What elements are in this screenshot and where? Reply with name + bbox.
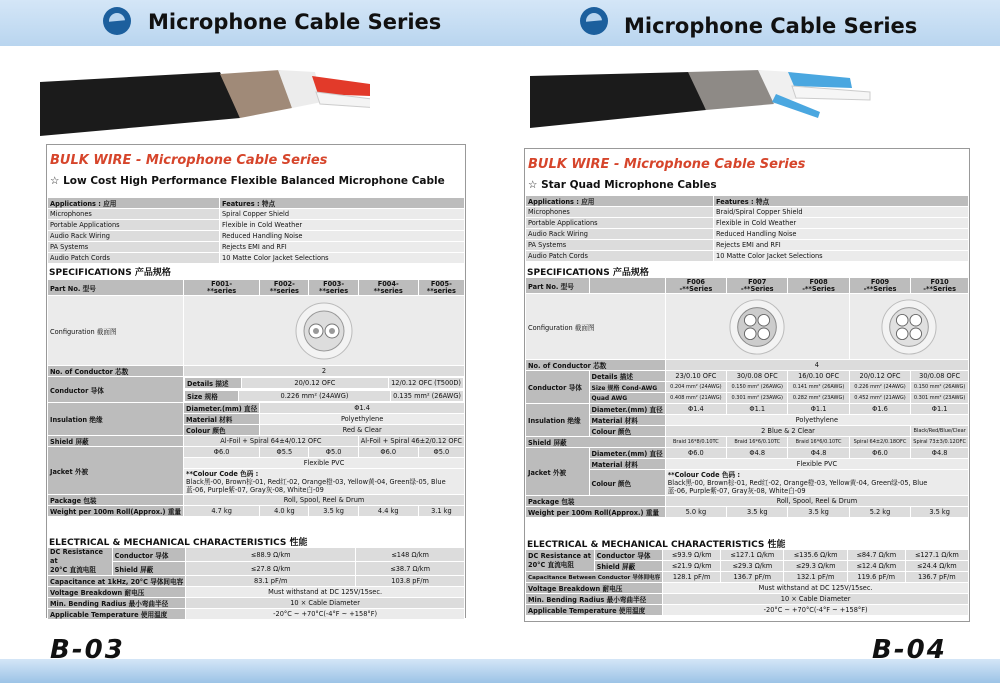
configuration-label: Configuration 截面图: [526, 294, 666, 360]
cond-awg-value: 0.204 mm² (24AWG): [665, 382, 726, 393]
dc-conductor-value: ≤148 Ω/km: [356, 548, 465, 562]
colour-code-note: **Colour Code 色码 : Black黑-00, Brown棕-01, Red红-02, Orange橙-03, Yellow黄-04, Green绿-05, Blue 蓝-06, Purple紫-07, Gray灰-08, White白-09: [665, 470, 968, 496]
page-header-title: Microphone Cable Series: [624, 14, 918, 38]
bulk-wire-title: BULK WIRE - Microphone Cable Series: [50, 153, 328, 168]
dc-shield-label: Shield 屏蔽: [112, 562, 186, 576]
details-value: 30/0.08 OFC: [727, 371, 788, 382]
package-label: Package 包装: [48, 495, 184, 506]
application-item: PA Systems: [526, 240, 714, 251]
page-header-title: Microphone Cable Series: [148, 10, 442, 34]
capacitance-label: Capacitance at 1kHz, 20°C 导体间电容: [48, 576, 186, 587]
capacitance-value: 132.1 pF/m: [784, 572, 847, 583]
jacket-diameter-value: Φ5.0: [309, 447, 358, 458]
insulation-colour-label: Colour 颜色: [184, 425, 260, 436]
jacket-diameter-label: Diameter.(mm) 直径: [589, 448, 665, 459]
shield-value: Al-Foil + Spiral 64±4/0.12 OFC: [184, 436, 359, 447]
feature-item: Reduced Handling Noise: [714, 229, 969, 240]
weight-value: 3.5 kg: [309, 506, 358, 517]
quad-awg-label: Quad AWG: [589, 393, 665, 404]
cross-section-figure: [665, 294, 849, 360]
model-f003: F003- **series: [309, 280, 358, 296]
dc-conductor-value: ≤88.9 Ω/km: [186, 548, 356, 562]
header-band: [0, 0, 500, 46]
shield-value: Braid 16*8/0.10TC: [665, 437, 726, 448]
jacket-diameter-value: Φ6.0: [184, 447, 260, 458]
electrical-table: [525, 549, 969, 616]
spec-sheet: [46, 144, 466, 618]
cond-awg-value: 0.226 mm² (24AWG): [849, 382, 911, 393]
conductor-label: Conductor 导体: [48, 377, 184, 403]
temperature-label: Applicable Temperature 使用温度: [48, 609, 186, 620]
insulation-material-label: Material 材料: [184, 414, 260, 425]
insulation-material-label: Material 材料: [589, 415, 665, 426]
model-f009: F009 -**Series: [849, 278, 911, 294]
shield-value: Al-Foil + Spiral 46±2/0.12 OFC: [358, 436, 464, 447]
colour-code-note: **Colour Code 色码 : Black黑-00, Brown棕-01, Red红-02, Orange橙-03, Yellow黄-04, Green绿-05, Blue 蓝-06, Purple紫-07, Gray灰-08, White白-09: [184, 469, 465, 495]
jacket-diameter-value: Φ4.8: [788, 448, 849, 459]
weight-value: 3.5 kg: [727, 507, 788, 518]
cross-section-figure: [849, 294, 968, 360]
jacket-diameter-value: Φ6.0: [665, 448, 726, 459]
model-f007: F007 -**Series: [727, 278, 788, 294]
dc-shield-value: ≤21.9 Ω/km: [663, 561, 721, 572]
dc-shield-value: ≤12.4 Ω/km: [847, 561, 905, 572]
capacitance-value: 119.6 pF/m: [847, 572, 905, 583]
capacitance-value: 128.1 pF/m: [663, 572, 721, 583]
insulation-colour-value: 2 Blue & 2 Clear: [665, 426, 911, 437]
cond-awg-value: 0.150 mm² (26AWG): [911, 382, 969, 393]
quad-awg-value: 0.301 mm² (23AWG): [727, 393, 788, 404]
feature-item: Flexible in Cold Weather: [220, 220, 465, 231]
spec-sheet: [524, 148, 970, 622]
product-subtitle: ☆ Low Cost High Performance Flexible Balanced Microphone Cable: [50, 175, 445, 187]
capacitance-value: 103.8 pF/m: [356, 576, 465, 587]
quad-awg-value: 0.408 mm² (21AWG): [665, 393, 726, 404]
dc-conductor-value: ≤93.9 Ω/km: [663, 550, 721, 561]
weight-value: 4.7 kg: [184, 506, 260, 517]
insulation-material-value: Polyethylene: [260, 414, 465, 425]
dc-resistance-label: DC Resistance at 20°C 直流电阻: [48, 548, 113, 576]
dc-shield-value: ≤24.4 Ω/km: [905, 561, 968, 572]
application-item: Audio Rack Wiring: [526, 229, 714, 240]
application-item: Audio Patch Cords: [526, 251, 714, 262]
application-item: Audio Rack Wiring: [48, 231, 220, 242]
dc-shield-value: ≤27.8 Ω/km: [186, 562, 356, 576]
details-value: 20/0.12 OFC: [241, 378, 388, 389]
capacitance-value: 136.7 pF/m: [721, 572, 784, 583]
dc-shield-value: ≤29.3 Ω/km: [784, 561, 847, 572]
details-value: 30/0.08 OFC: [911, 371, 969, 382]
model-f006: F006 -**Series: [665, 278, 726, 294]
shield-value: Spiral 73±3/0.12OFC: [911, 437, 969, 448]
dc-resistance-label: DC Resistance at 20°C 直流电阻: [526, 550, 595, 572]
company-logo-icon: [103, 7, 131, 35]
specifications-table: [47, 279, 465, 517]
application-item: Audio Patch Cords: [48, 253, 220, 264]
conductor-label: Conductor 导体: [526, 371, 590, 404]
model-f002: F002- **series: [260, 280, 309, 296]
shield-value: Braid 16*6/0.10TC: [788, 437, 849, 448]
jacket-diameter-value: Φ5.0: [418, 447, 464, 458]
electrical-heading: ELECTRICAL & MECHANICAL CHARACTERISTICS 性能: [527, 540, 786, 550]
bulk-wire-title: BULK WIRE - Microphone Cable Series: [528, 157, 806, 172]
details-label: Details 描述: [185, 378, 242, 389]
insulation-diameter-label: Diameter.(mm) 直径: [184, 403, 260, 414]
voltage-breakdown-value: Must withstand at DC 125V/15sec.: [186, 587, 465, 598]
size-label: Size 规格: [185, 391, 239, 402]
insulation-material-value: Polyethylene: [665, 415, 968, 426]
cross-section-figure: [184, 296, 465, 366]
catalog-page-b04: [500, 0, 1000, 683]
temperature-label: Applicable Temperature 使用温度: [526, 605, 663, 616]
capacitance-label: Capacitance Between Conductor 导体间电容: [526, 572, 663, 583]
jacket-diameter-value: Φ5.5: [260, 447, 309, 458]
dc-conductor-value: ≤135.6 Ω/km: [784, 550, 847, 561]
conductor-count-value: 4: [665, 360, 968, 371]
shield-label: Shield 屏蔽: [526, 437, 666, 448]
cond-awg-value: 0.141 mm² (26AWG): [788, 382, 849, 393]
application-item: Microphones: [48, 209, 220, 220]
features-heading: Features : 特点: [714, 196, 969, 207]
insulation-diameter-value: Φ1.1: [911, 404, 969, 415]
model-f004: F004- **series: [358, 280, 418, 296]
insulation-diameter-value: Φ1.1: [788, 404, 849, 415]
weight-value: 3.1 kg: [418, 506, 464, 517]
package-label: Package 包装: [526, 496, 666, 507]
application-item: Portable Applications: [48, 220, 220, 231]
jacket-label: Jacket 外被: [48, 447, 184, 495]
feature-item: Spiral Copper Shield: [220, 209, 465, 220]
application-item: PA Systems: [48, 242, 220, 253]
voltage-breakdown-value: Must withstand at DC 125V/15sec.: [663, 583, 969, 594]
cross-section-braid-icon: [728, 298, 786, 356]
quad-awg-value: 0.452 mm² (21AWG): [849, 393, 911, 404]
package-value: Roll, Spool, Reel & Drum: [665, 496, 968, 507]
cond-awg-label: Cond-AWG: [621, 384, 658, 392]
package-value: Roll, Spool, Reel & Drum: [184, 495, 465, 506]
electrical-table: [47, 547, 465, 620]
weight-value: 4.4 kg: [358, 506, 418, 517]
electrical-heading: ELECTRICAL & MECHANICAL CHARACTERISTICS 性能: [49, 538, 308, 548]
dc-conductor-label: Conductor 导体: [594, 550, 663, 561]
part-no-label: Part No. 型号: [48, 280, 184, 296]
size-value: 0.226 mm² (24AWG): [238, 391, 390, 402]
weight-value: 5.2 kg: [849, 507, 911, 518]
jacket-label: Jacket 外被: [526, 448, 590, 496]
weight-value: 4.0 kg: [260, 506, 309, 517]
shield-value: Spiral 64±2/0.18OFC: [849, 437, 911, 448]
application-item: Microphones: [526, 207, 714, 218]
quad-awg-value: 0.282 mm² (23AWG): [788, 393, 849, 404]
feature-item: Braid/Spiral Copper Shield: [714, 207, 969, 218]
insulation-label: Insulation 绝缘: [48, 403, 184, 436]
application-item: Portable Applications: [526, 218, 714, 229]
cross-section-2core-icon: [294, 301, 354, 361]
feature-item: Rejects EMI and RFI: [220, 242, 465, 253]
model-f008: F008 -**Series: [788, 278, 849, 294]
conductor-count-label: No. of Conductor 芯数: [48, 366, 184, 377]
voltage-breakdown-label: Voltage Breakdown 耐电压: [48, 587, 186, 598]
details-value: 23/0.10 OFC: [665, 371, 726, 382]
capacitance-value: 83.1 pF/m: [186, 576, 356, 587]
weight-label: Weight per 100m Roll(Approx.) 重量: [48, 506, 184, 517]
size-label: Size 规格: [591, 384, 620, 392]
cond-awg-value: 0.150 mm² (26AWG): [727, 382, 788, 393]
shield-value: Braid 16*6/0.10TC: [727, 437, 788, 448]
size-value: 0.135 mm² (26AWG): [391, 391, 464, 402]
applications-table: [525, 195, 969, 262]
insulation-label: Insulation 绝缘: [526, 404, 590, 437]
dc-shield-label: Shield 屏蔽: [594, 561, 663, 572]
specifications-heading: SPECIFICATIONS 产品规格: [527, 268, 649, 278]
jacket-material-value: Flexible PVC: [665, 459, 968, 470]
insulation-diameter-value: Φ1.1: [727, 404, 788, 415]
temperature-value: -20°C ~ +70°C(-4°F ~ +158°F): [663, 605, 969, 616]
bending-radius-label: Min. Bending Radius 最小弯曲半径: [526, 594, 663, 605]
weight-label: Weight per 100m Roll(Approx.) 重量: [526, 507, 666, 518]
insulation-diameter-value: Φ1.6: [849, 404, 911, 415]
voltage-breakdown-label: Voltage Breakdown 耐电压: [526, 583, 663, 594]
insulation-colour-value: Red & Clear: [260, 425, 465, 436]
jacket-material-label: Material 材料: [589, 459, 665, 470]
bending-radius-value: 10 × Cable Diameter: [663, 594, 969, 605]
insulation-diameter-value: Φ1.4: [260, 403, 465, 414]
conductor-count-label: No. of Conductor 芯数: [526, 360, 666, 371]
header-band: [500, 0, 1000, 46]
feature-item: 10 Matte Color Jacket Selections: [220, 253, 465, 264]
applications-table: [47, 197, 465, 264]
dc-shield-value: ≤38.7 Ω/km: [356, 562, 465, 576]
capacitance-value: 136.7 pF/m: [905, 572, 968, 583]
model-f010: F010 -**Series: [911, 278, 969, 294]
details-value: 16/0.10 OFC: [788, 371, 849, 382]
dc-shield-value: ≤29.3 Ω/km: [721, 561, 784, 572]
jacket-diameter-value: Φ6.0: [358, 447, 418, 458]
page-number: B-04: [872, 635, 947, 665]
feature-item: Rejects EMI and RFI: [714, 240, 969, 251]
jacket-material-value: Flexible PVC: [184, 458, 465, 469]
quad-awg-value: 0.301 mm² (23AWG): [911, 393, 969, 404]
jacket-diameter-value: Φ4.8: [727, 448, 788, 459]
applications-heading: Applications : 应用: [526, 196, 714, 207]
product-subtitle: ☆ Star Quad Microphone Cables: [528, 179, 717, 191]
part-no-label: Part No. 型号: [526, 278, 590, 294]
specifications-heading: SPECIFICATIONS 产品规格: [49, 268, 171, 278]
weight-value: 5.0 kg: [665, 507, 726, 518]
cable-illustration: [530, 64, 880, 140]
specifications-table: [525, 277, 969, 518]
cable-illustration: [40, 62, 370, 138]
weight-value: 3.5 kg: [788, 507, 849, 518]
feature-item: 10 Matte Color Jacket Selections: [714, 251, 969, 262]
applications-heading: Applications : 应用: [48, 198, 220, 209]
feature-item: Flexible in Cold Weather: [714, 218, 969, 229]
details-value: 20/0.12 OFC: [849, 371, 911, 382]
dc-conductor-label: Conductor 导体: [112, 548, 186, 562]
dc-conductor-value: ≤127.1 Ω/km: [905, 550, 968, 561]
insulation-colour-label: Colour 颜色: [589, 426, 665, 437]
shield-label: Shield 屏蔽: [48, 436, 184, 447]
jacket-diameter-value: Φ4.8: [911, 448, 969, 459]
details-label: Details 描述: [589, 371, 665, 382]
jacket-diameter-value: Φ6.0: [849, 448, 911, 459]
details-value: 12/0.12 OFC (T500D): [389, 378, 464, 389]
insulation-diameter-value: Φ1.4: [665, 404, 726, 415]
company-logo-icon: [580, 7, 608, 35]
features-heading: Features : 特点: [220, 198, 465, 209]
bending-radius-value: 10 × Cable Diameter: [186, 598, 465, 609]
dc-conductor-value: ≤84.7 Ω/km: [847, 550, 905, 561]
feature-item: Reduced Handling Noise: [220, 231, 465, 242]
temperature-value: -20°C ~ +70°C(-4°F ~ +158°F): [186, 609, 465, 620]
model-f001: F001- **series: [184, 280, 260, 296]
weight-value: 3.5 kg: [911, 507, 969, 518]
conductor-count-value: 2: [184, 366, 465, 377]
model-f005: F005- **series: [418, 280, 464, 296]
cross-section-spiral-icon: [880, 298, 938, 356]
insulation-colour-value: Black/Red/Blue/Clear: [911, 426, 969, 437]
insulation-diameter-label: Diameter.(mm) 直径: [589, 404, 665, 415]
jacket-colour-label: Colour 颜色: [589, 470, 665, 496]
bending-radius-label: Min. Bending Radius 最小弯曲半径: [48, 598, 186, 609]
configuration-label: Configuration 截面图: [48, 296, 184, 366]
dc-conductor-value: ≤127.1 Ω/km: [721, 550, 784, 561]
page-number: B-03: [50, 635, 125, 665]
